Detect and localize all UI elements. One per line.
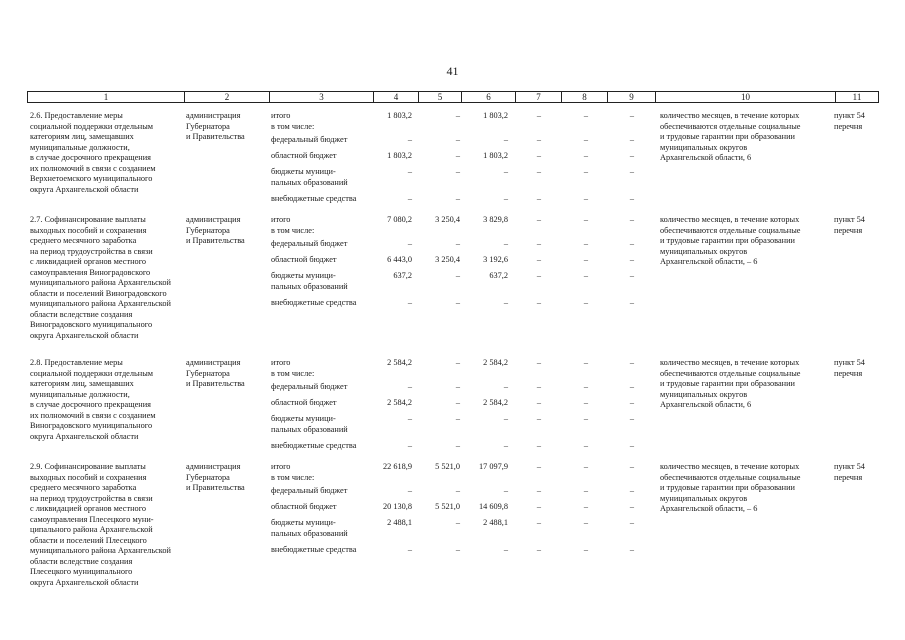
- indicator-line: обеспечиваются отдельные социальные: [660, 121, 801, 131]
- indicator-line: обеспечиваются отдельные социальные: [660, 472, 801, 482]
- header-col-10: 10: [656, 92, 836, 102]
- funding-value-v4: –: [407, 486, 412, 495]
- reference-line: пункт 54: [834, 358, 865, 367]
- funding-value-v6: –: [503, 545, 508, 554]
- funding-source-label: в том числе:: [271, 472, 315, 482]
- funding-value-v7: –: [536, 462, 542, 471]
- funding-source-label: областной бюджет: [271, 502, 337, 511]
- funding-value-v7: –: [536, 215, 542, 224]
- funding-value-v4: 1 803,2: [387, 151, 412, 160]
- executor-line: Губернатора: [186, 225, 230, 235]
- measure-description-line: муниципального района Архангельской: [30, 546, 171, 555]
- measure-description-line: 2.8. Предоставление меры: [30, 358, 123, 367]
- measure-description-line: округа Архангельской области: [30, 577, 139, 587]
- measure-description-line: среднего месячного заработка: [30, 483, 137, 492]
- funding-value-v4: 6 443,0: [387, 255, 412, 264]
- funding-value-v8: –: [583, 194, 589, 203]
- indicator-line: количество месяцев, в течение которых: [660, 462, 800, 471]
- funding-value-v9: –: [629, 194, 635, 203]
- funding-value-v4: 2 584,2: [387, 358, 412, 367]
- measure-description-line: самоуправления Плесецкого муни-: [30, 514, 154, 524]
- measure-description-line: среднего месячного заработка: [30, 236, 137, 245]
- funding-value-v7: –: [536, 518, 542, 527]
- funding-value-v8: –: [583, 518, 589, 527]
- reference-line: пункт 54: [834, 215, 865, 224]
- funding-value-v7: –: [536, 239, 542, 248]
- measure-description-line: области вследствие создания: [30, 309, 133, 319]
- funding-value-v8: –: [583, 255, 589, 264]
- indicator-line: обеспечиваются отдельные социальные: [660, 368, 801, 378]
- funding-value-v7: –: [536, 298, 542, 307]
- funding-source-label: бюджеты муници-: [271, 167, 336, 176]
- funding-source-label: федеральный бюджет: [271, 486, 348, 495]
- reference-line: перечня: [834, 368, 863, 378]
- funding-value-v5: 5 521,0: [435, 502, 460, 511]
- funding-source-label: федеральный бюджет: [271, 135, 348, 144]
- funding-value-v9: –: [629, 358, 635, 367]
- executor-line: Губернатора: [186, 368, 230, 378]
- funding-value-v5: –: [455, 398, 460, 407]
- funding-source-label: внебюджетные средства: [271, 441, 357, 450]
- funding-source-label: федеральный бюджет: [271, 382, 348, 391]
- measure-description-line: области и поселений Плесецкого: [30, 535, 147, 545]
- funding-value-v6: –: [503, 486, 508, 495]
- indicator-line: количество месяцев, в течение которых: [660, 358, 800, 367]
- funding-value-v6: 17 097,9: [478, 462, 508, 471]
- measure-description-line: выходных пособий и сохранения: [30, 225, 147, 235]
- funding-value-v7: –: [536, 111, 542, 120]
- funding-source-label: итого: [271, 462, 291, 471]
- funding-value-v5: –: [455, 271, 460, 280]
- funding-value-v6: –: [503, 167, 508, 176]
- header-col-5: 5: [419, 92, 462, 102]
- header-col-2: 2: [185, 92, 270, 102]
- funding-value-v9: –: [629, 111, 635, 120]
- funding-value-v9: –: [629, 518, 635, 527]
- funding-value-v4: –: [407, 298, 412, 307]
- measure-description-line: 2.7. Софинансирование выплаты: [30, 215, 146, 224]
- funding-value-v5: 3 250,4: [435, 215, 460, 224]
- funding-value-v9: –: [629, 151, 635, 160]
- reference-line: перечня: [834, 225, 863, 235]
- funding-value-v7: –: [536, 271, 542, 280]
- indicator-line: и трудовые гарантии при образовании: [660, 379, 795, 388]
- executor-line: Губернатора: [186, 121, 230, 131]
- measure-description-line: с ликвидацией органов местного: [30, 504, 147, 513]
- funding-source-label: внебюджетные средства: [271, 298, 357, 307]
- measure-description-line: на период трудоустройства в связи: [30, 246, 153, 256]
- header-col-7: 7: [516, 92, 562, 102]
- funding-source-label: областной бюджет: [271, 255, 337, 264]
- funding-value-v9: –: [629, 486, 635, 495]
- funding-value-v4: –: [407, 441, 412, 450]
- header-col-1: 1: [28, 92, 185, 102]
- measure-description-line: с ликвидацией органов местного: [30, 257, 147, 266]
- funding-value-v8: –: [583, 135, 589, 144]
- funding-source-label: бюджеты муници-: [271, 518, 336, 527]
- measure-description-line: области вследствие создания: [30, 556, 133, 566]
- executor-line: администрация: [186, 111, 241, 120]
- indicator-line: количество месяцев, в течение которых: [660, 111, 800, 120]
- page-number: 41: [446, 64, 459, 78]
- measure-description-line: муниципального района Архангельской: [30, 299, 171, 308]
- funding-value-v8: –: [583, 441, 589, 450]
- indicator-line: муниципальных округов: [660, 389, 748, 399]
- funding-value-v5: –: [455, 111, 460, 120]
- indicator-line: обеспечиваются отдельные социальные: [660, 225, 801, 235]
- funding-value-v9: –: [629, 239, 635, 248]
- indicator-line: муниципальных округов: [660, 246, 748, 256]
- funding-value-v7: –: [536, 414, 542, 423]
- measure-description-line: Виноградовского муниципального: [30, 320, 153, 329]
- funding-value-v7: –: [536, 382, 542, 391]
- measure-description-line: их полномочий в связи с созданием: [30, 410, 156, 420]
- funding-source-label: бюджеты муници-: [271, 271, 336, 280]
- measure-description-line: 2.6. Предоставление меры: [30, 111, 123, 120]
- funding-value-v4: –: [407, 194, 412, 203]
- funding-value-v4: –: [407, 382, 412, 391]
- indicator-line: и трудовые гарантии при образовании: [660, 132, 795, 141]
- funding-value-v8: –: [583, 111, 589, 120]
- funding-value-v9: –: [629, 167, 635, 176]
- funding-source-label: в том числе:: [271, 368, 315, 378]
- funding-value-v7: –: [536, 151, 542, 160]
- funding-value-v8: –: [583, 239, 589, 248]
- funding-value-v7: –: [536, 255, 542, 264]
- funding-value-v5: 5 521,0: [435, 462, 460, 471]
- measure-description-line: округа Архангельской области: [30, 431, 139, 441]
- funding-value-v6: –: [503, 239, 508, 248]
- indicator-line: и трудовые гарантии при образовании: [660, 236, 795, 245]
- funding-source-label: пальных образований: [271, 528, 348, 538]
- funding-value-v5: –: [455, 518, 460, 527]
- funding-value-v6: 1 803,2: [483, 151, 508, 160]
- funding-value-v9: –: [629, 215, 635, 224]
- executor-line: и Правительства: [186, 483, 245, 492]
- measure-description-line: Виноградовского муниципального: [30, 421, 153, 430]
- funding-value-v4: 637,2: [393, 271, 412, 280]
- table-header-row: [27, 91, 879, 103]
- measure-description-line: 2.9. Софинансирование выплаты: [30, 462, 146, 471]
- funding-value-v5: –: [455, 239, 460, 248]
- measure-description-line: самоуправления Виноградовского: [30, 267, 151, 277]
- measure-description-line: ципального района Архангельской: [30, 525, 153, 534]
- funding-value-v6: 3 829,8: [483, 215, 508, 224]
- executor-line: администрация: [186, 462, 241, 471]
- executor-line: и Правительства: [186, 236, 245, 245]
- funding-value-v7: –: [536, 194, 542, 203]
- measure-description-line: области и поселений Виноградовского: [30, 288, 167, 298]
- header-col-4: 4: [374, 92, 419, 102]
- funding-value-v6: 637,2: [489, 271, 508, 280]
- indicator-line: количество месяцев, в течение которых: [660, 215, 800, 224]
- funding-value-v4: 22 618,9: [382, 462, 412, 471]
- funding-value-v4: 2 584,2: [387, 398, 412, 407]
- measure-description-line: категориям лиц, замещавших: [30, 379, 134, 388]
- measure-description-line: их полномочий в связи с созданием: [30, 163, 156, 173]
- measure-description-line: Плесецкого муниципального: [30, 567, 133, 576]
- funding-value-v7: –: [536, 167, 542, 176]
- measure-description-line: муниципального района Архангельской: [30, 278, 171, 287]
- funding-value-v6: –: [503, 382, 508, 391]
- funding-value-v6: –: [503, 194, 508, 203]
- indicator-line: Архангельской области, 6: [660, 400, 752, 409]
- funding-source-label: федеральный бюджет: [271, 239, 348, 248]
- funding-value-v4: –: [407, 414, 412, 423]
- funding-value-v6: 2 584,2: [483, 398, 508, 407]
- funding-value-v7: –: [536, 545, 542, 554]
- measure-description-line: муниципальные должности,: [30, 389, 130, 399]
- funding-value-v5: –: [455, 545, 460, 554]
- funding-value-v6: 2 584,2: [483, 358, 508, 367]
- funding-value-v5: –: [455, 414, 460, 423]
- funding-value-v8: –: [583, 298, 589, 307]
- funding-source-label: пальных образований: [271, 281, 348, 291]
- funding-value-v6: –: [503, 135, 508, 144]
- funding-value-v7: –: [536, 502, 542, 511]
- funding-value-v5: –: [455, 358, 460, 367]
- funding-value-v4: 1 803,2: [387, 111, 412, 120]
- funding-value-v5: –: [455, 135, 460, 144]
- funding-value-v9: –: [629, 414, 635, 423]
- funding-value-v9: –: [629, 502, 635, 511]
- executor-line: администрация: [186, 358, 241, 367]
- executor-line: и Правительства: [186, 132, 245, 141]
- funding-value-v5: 3 250,4: [435, 255, 460, 264]
- funding-value-v5: –: [455, 298, 460, 307]
- funding-value-v7: –: [536, 358, 542, 367]
- funding-value-v8: –: [583, 271, 589, 280]
- funding-source-label: итого: [271, 215, 291, 224]
- funding-value-v8: –: [583, 414, 589, 423]
- measure-description-line: муниципальные должности,: [30, 142, 130, 152]
- indicator-line: муниципальных округов: [660, 493, 748, 503]
- measure-description-line: на период трудоустройства в связи: [30, 493, 153, 503]
- funding-value-v9: –: [629, 441, 635, 450]
- header-col-9: 9: [608, 92, 656, 102]
- funding-value-v9: –: [629, 462, 635, 471]
- funding-value-v8: –: [583, 486, 589, 495]
- funding-value-v6: –: [503, 298, 508, 307]
- funding-value-v8: –: [583, 502, 589, 511]
- funding-value-v7: –: [536, 398, 542, 407]
- funding-source-label: областной бюджет: [271, 398, 337, 407]
- funding-value-v7: –: [536, 441, 542, 450]
- funding-value-v9: –: [629, 298, 635, 307]
- funding-source-label: в том числе:: [271, 121, 315, 131]
- funding-value-v6: 2 488,1: [483, 518, 508, 527]
- header-col-6: 6: [462, 92, 516, 102]
- header-col-8: 8: [562, 92, 608, 102]
- executor-line: администрация: [186, 215, 241, 224]
- measure-description-line: округа Архангельской области: [30, 330, 139, 340]
- funding-value-v8: –: [583, 398, 589, 407]
- measure-description-line: Верхнетоемского муниципального: [30, 174, 153, 183]
- funding-value-v5: –: [455, 486, 460, 495]
- funding-value-v5: –: [455, 382, 460, 391]
- indicator-line: Архангельской области, – 6: [660, 504, 758, 513]
- funding-value-v9: –: [629, 382, 635, 391]
- reference-line: перечня: [834, 472, 863, 482]
- funding-value-v4: 20 130,8: [382, 502, 412, 511]
- indicator-line: муниципальных округов: [660, 142, 748, 152]
- executor-line: Губернатора: [186, 472, 230, 482]
- funding-source-label: в том числе:: [271, 225, 315, 235]
- measure-description-line: в случае досрочного прекращения: [30, 400, 151, 409]
- funding-value-v6: –: [503, 414, 508, 423]
- funding-source-label: пальных образований: [271, 424, 348, 434]
- funding-value-v4: –: [407, 167, 412, 176]
- executor-line: и Правительства: [186, 379, 245, 388]
- funding-value-v8: –: [583, 358, 589, 367]
- measure-description-line: социальной поддержки отдельным: [30, 368, 154, 378]
- indicator-line: Архангельской области, 6: [660, 153, 752, 162]
- measure-description-line: округа Архангельской области: [30, 184, 139, 194]
- funding-value-v8: –: [583, 545, 589, 554]
- funding-value-v5: –: [455, 194, 460, 203]
- funding-value-v6: 3 192,6: [483, 255, 508, 264]
- funding-source-label: внебюджетные средства: [271, 545, 357, 554]
- funding-value-v9: –: [629, 545, 635, 554]
- funding-value-v9: –: [629, 255, 635, 264]
- funding-source-label: областной бюджет: [271, 151, 337, 160]
- funding-value-v6: –: [503, 441, 508, 450]
- reference-line: перечня: [834, 121, 863, 131]
- funding-source-label: внебюджетные средства: [271, 194, 357, 203]
- indicator-line: Архангельской области, – 6: [660, 257, 758, 266]
- funding-value-v5: –: [455, 151, 460, 160]
- funding-value-v4: –: [407, 135, 412, 144]
- funding-value-v4: –: [407, 545, 412, 554]
- header-col-11: 11: [852, 92, 862, 102]
- funding-value-v6: 14 609,8: [478, 502, 508, 511]
- funding-value-v8: –: [583, 462, 589, 471]
- funding-value-v8: –: [583, 382, 589, 391]
- funding-source-label: итого: [271, 358, 291, 367]
- reference-line: пункт 54: [834, 111, 865, 120]
- funding-value-v9: –: [629, 271, 635, 280]
- measure-description-line: социальной поддержки отдельным: [30, 121, 154, 131]
- funding-value-v4: –: [407, 239, 412, 248]
- measure-description-line: в случае досрочного прекращения: [30, 153, 151, 162]
- funding-value-v8: –: [583, 167, 589, 176]
- funding-value-v4: 2 488,1: [387, 518, 412, 527]
- measure-description-line: категориям лиц, замещавших: [30, 132, 134, 141]
- funding-value-v5: –: [455, 167, 460, 176]
- indicator-line: и трудовые гарантии при образовании: [660, 483, 795, 492]
- funding-value-v7: –: [536, 486, 542, 495]
- funding-value-v7: –: [536, 135, 542, 144]
- funding-source-label: итого: [271, 111, 291, 120]
- measure-description-line: выходных пособий и сохранения: [30, 472, 147, 482]
- funding-value-v6: 1 803,2: [483, 111, 508, 120]
- funding-value-v4: 7 080,2: [387, 215, 412, 224]
- funding-value-v9: –: [629, 135, 635, 144]
- funding-value-v8: –: [583, 151, 589, 160]
- funding-source-label: пальных образований: [271, 177, 348, 187]
- funding-value-v5: –: [455, 441, 460, 450]
- funding-value-v8: –: [583, 215, 589, 224]
- funding-source-label: бюджеты муници-: [271, 414, 336, 423]
- reference-line: пункт 54: [834, 462, 865, 471]
- funding-value-v9: –: [629, 398, 635, 407]
- header-col-3: 3: [270, 92, 374, 102]
